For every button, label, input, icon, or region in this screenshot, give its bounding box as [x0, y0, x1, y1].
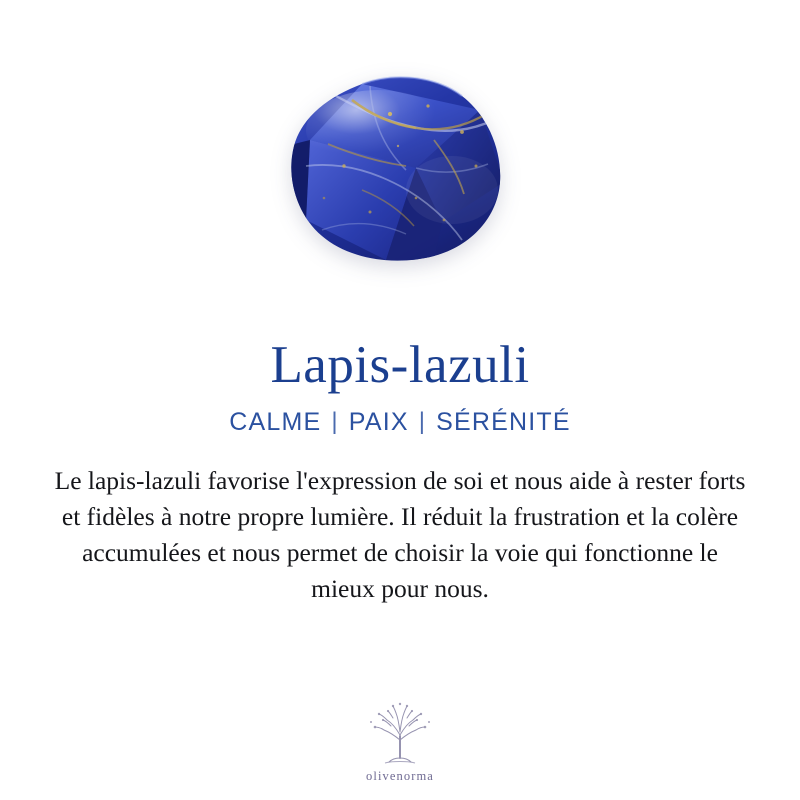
keyword-separator-1: | — [331, 408, 339, 436]
stone-image-area — [0, 0, 800, 330]
keyword-separator-2: | — [418, 408, 427, 436]
stone-keywords — [219, 408, 581, 437]
stone-description: Le lapis-lazuli favorise l'expression de soi et nous aide à rester forts et fidèles à notre propre lumière. Il réduit la frustration et la colère accumulées et nous permet de choisir la voie qui fonctionne le mieux pour nous. — [54, 465, 746, 604]
lapis-lazuli-stone-image — [266, 70, 534, 270]
keyword-2: PAIX — [348, 407, 409, 436]
brand-logo — [0, 702, 800, 784]
lapis-lazuli-illustration — [266, 70, 534, 270]
keyword-1: CALME — [229, 407, 322, 436]
keyword-3: SÉRÉNITÉ — [436, 407, 571, 436]
brand-name: olivenorma — [366, 769, 434, 783]
stone-title: Lapis-lazuli — [270, 336, 530, 394]
tree-of-life-icon — [363, 702, 437, 768]
